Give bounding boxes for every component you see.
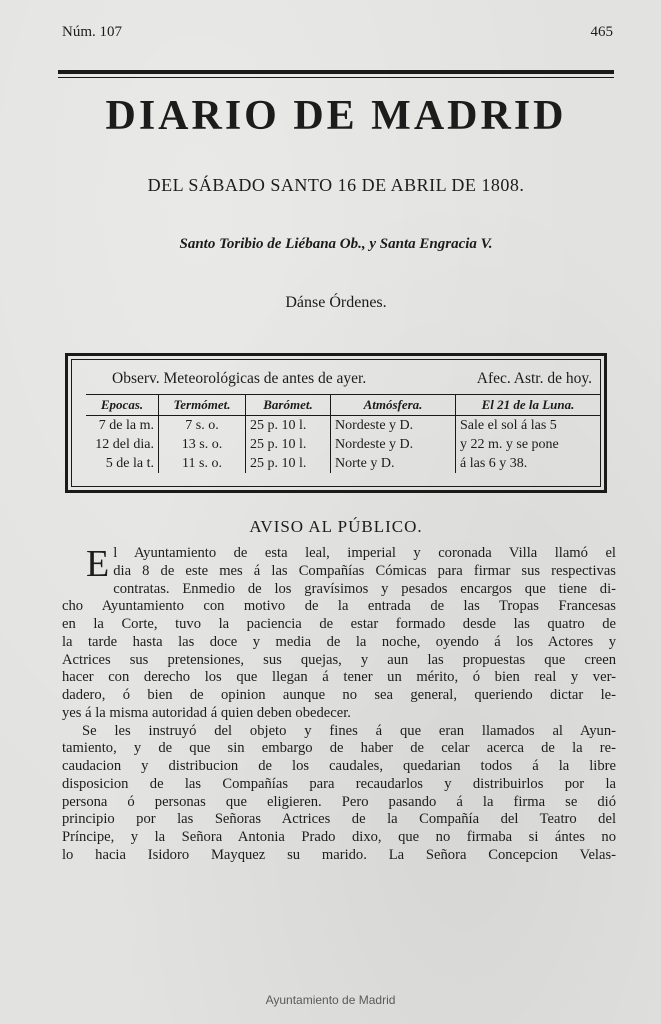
masthead-date: DEL SÁBADO SANTO 16 DE ABRIL DE 1808. [147,175,525,195]
cell-termometro: 7 s. o. [159,416,246,436]
weather-heading: Observ. Meteorológicas de antes de ayer. [112,370,367,387]
issue-number: Núm. 107 [62,24,122,40]
text-line: dia 8 de este mes á las Compañías Cómicas para firmar sus respectivas [113,562,616,579]
col-termometro: Termómet. [159,395,246,416]
cell-luna: Sale el sol á las 5 [456,416,601,436]
cell-luna: y 22 m. y se pone [456,435,601,454]
cell-termometro: 13 s. o. [159,435,246,454]
cell-barometro: 25 p. 10 l. [246,454,331,473]
cell-atmosfera: Nordeste y D. [331,416,456,436]
archive-credit: Ayuntamiento de Madrid [265,993,396,1007]
text-line: lo hacia Isidoro Mayquez su marido. La Señora Concepcion Velas- [62,846,616,863]
text-line: tamiento, y de que sin embargo de haber de celar acerca de la re- [62,740,616,757]
table-row [86,416,600,436]
header-rule [58,70,614,78]
table-row [86,454,600,473]
cell-epoca: 7 de la m. [98,418,154,433]
weather-table [86,394,600,473]
cell-atmosfera: Norte y D. [331,454,456,473]
col-barometro: Barómet. [246,395,331,416]
text-line: yes á la misma autoridad á quien deben obedecer. [62,704,351,721]
masthead-title: DIARIO DE MADRID [105,93,567,139]
col-epocas: Epocas. [86,395,159,416]
text-line: la tarde hasta las doce y media de la noche, oyendo á los Actores y [62,633,616,650]
weather-box [65,353,607,493]
cell-epoca: 5 de la t. [105,456,154,471]
cell-termometro: 11 s. o. [159,454,246,473]
text-line: contratas. Enmedio de los gravísimos y pesados encargos que tiene di- [113,580,616,597]
astro-heading: Afec. Astr. de hoy. [476,370,592,387]
table-row [86,435,600,454]
text-line: disposicion de las Compañías para recaudarlos y distribuirlos por la [62,775,616,792]
weather-box-inner [71,359,601,487]
cell-barometro: 25 p. 10 l. [246,416,331,436]
cell-barometro: 25 p. 10 l. [246,435,331,454]
text-line: en la Corte, tuvo la paciencia de estar formado desde las quatro de [62,616,616,632]
col-atmosfera: Atmósfera. [331,395,456,416]
page-number: 465 [590,24,613,40]
text-line: l Ayuntamiento de esta leal, imperial y coronada Villa llamó el [113,545,616,561]
cell-atmosfera: Nordeste y D. [331,435,456,454]
text-line: hacer con derecho los que llegan á tener un mérito, ó bien real y ver- [62,669,616,686]
text-line: principio por las Señoras Actrices de la Compañía del Teatro del [62,811,616,828]
text-line: Actrices sus pretensiones, sus quejas, y aun las propuestas que creen [62,651,616,668]
cell-epoca: 12 del dia. [95,437,154,452]
drop-cap: E [86,543,110,585]
text-line: Se les instruyó del objeto y fines á que eran llamados al Ayun- [82,722,616,739]
text-line: Príncipe, y la Señora Antonia Prado dixo, que no firmaba si ántes no [62,829,616,845]
notice-heading: AVISO AL PÚBLICO. [249,517,423,536]
text-line: persona ó personas que eligieren. Pero pasando á la firma se dió [62,793,616,810]
cell-luna: á las 6 y 38. [456,454,601,473]
ordenes-line: Dánse Órdenes. [285,294,387,311]
text-line: dadero, ó bien de opinion aunque no sea general, queriendo dictar le- [62,687,616,703]
text-line: cho Ayuntamiento con motivo de la entrada de las Tropas Francesas [62,598,616,615]
col-luna: El 21 de la Luna. [456,395,601,416]
weather-header-row [86,395,600,416]
text-line: caudacion y distribucion de los caudales, quedarian todos á la libre [62,758,616,774]
saints-of-the-day: Santo Toribio de Liébana Ob., y Santa Engracia V. [179,236,493,252]
notice-body [62,545,616,865]
